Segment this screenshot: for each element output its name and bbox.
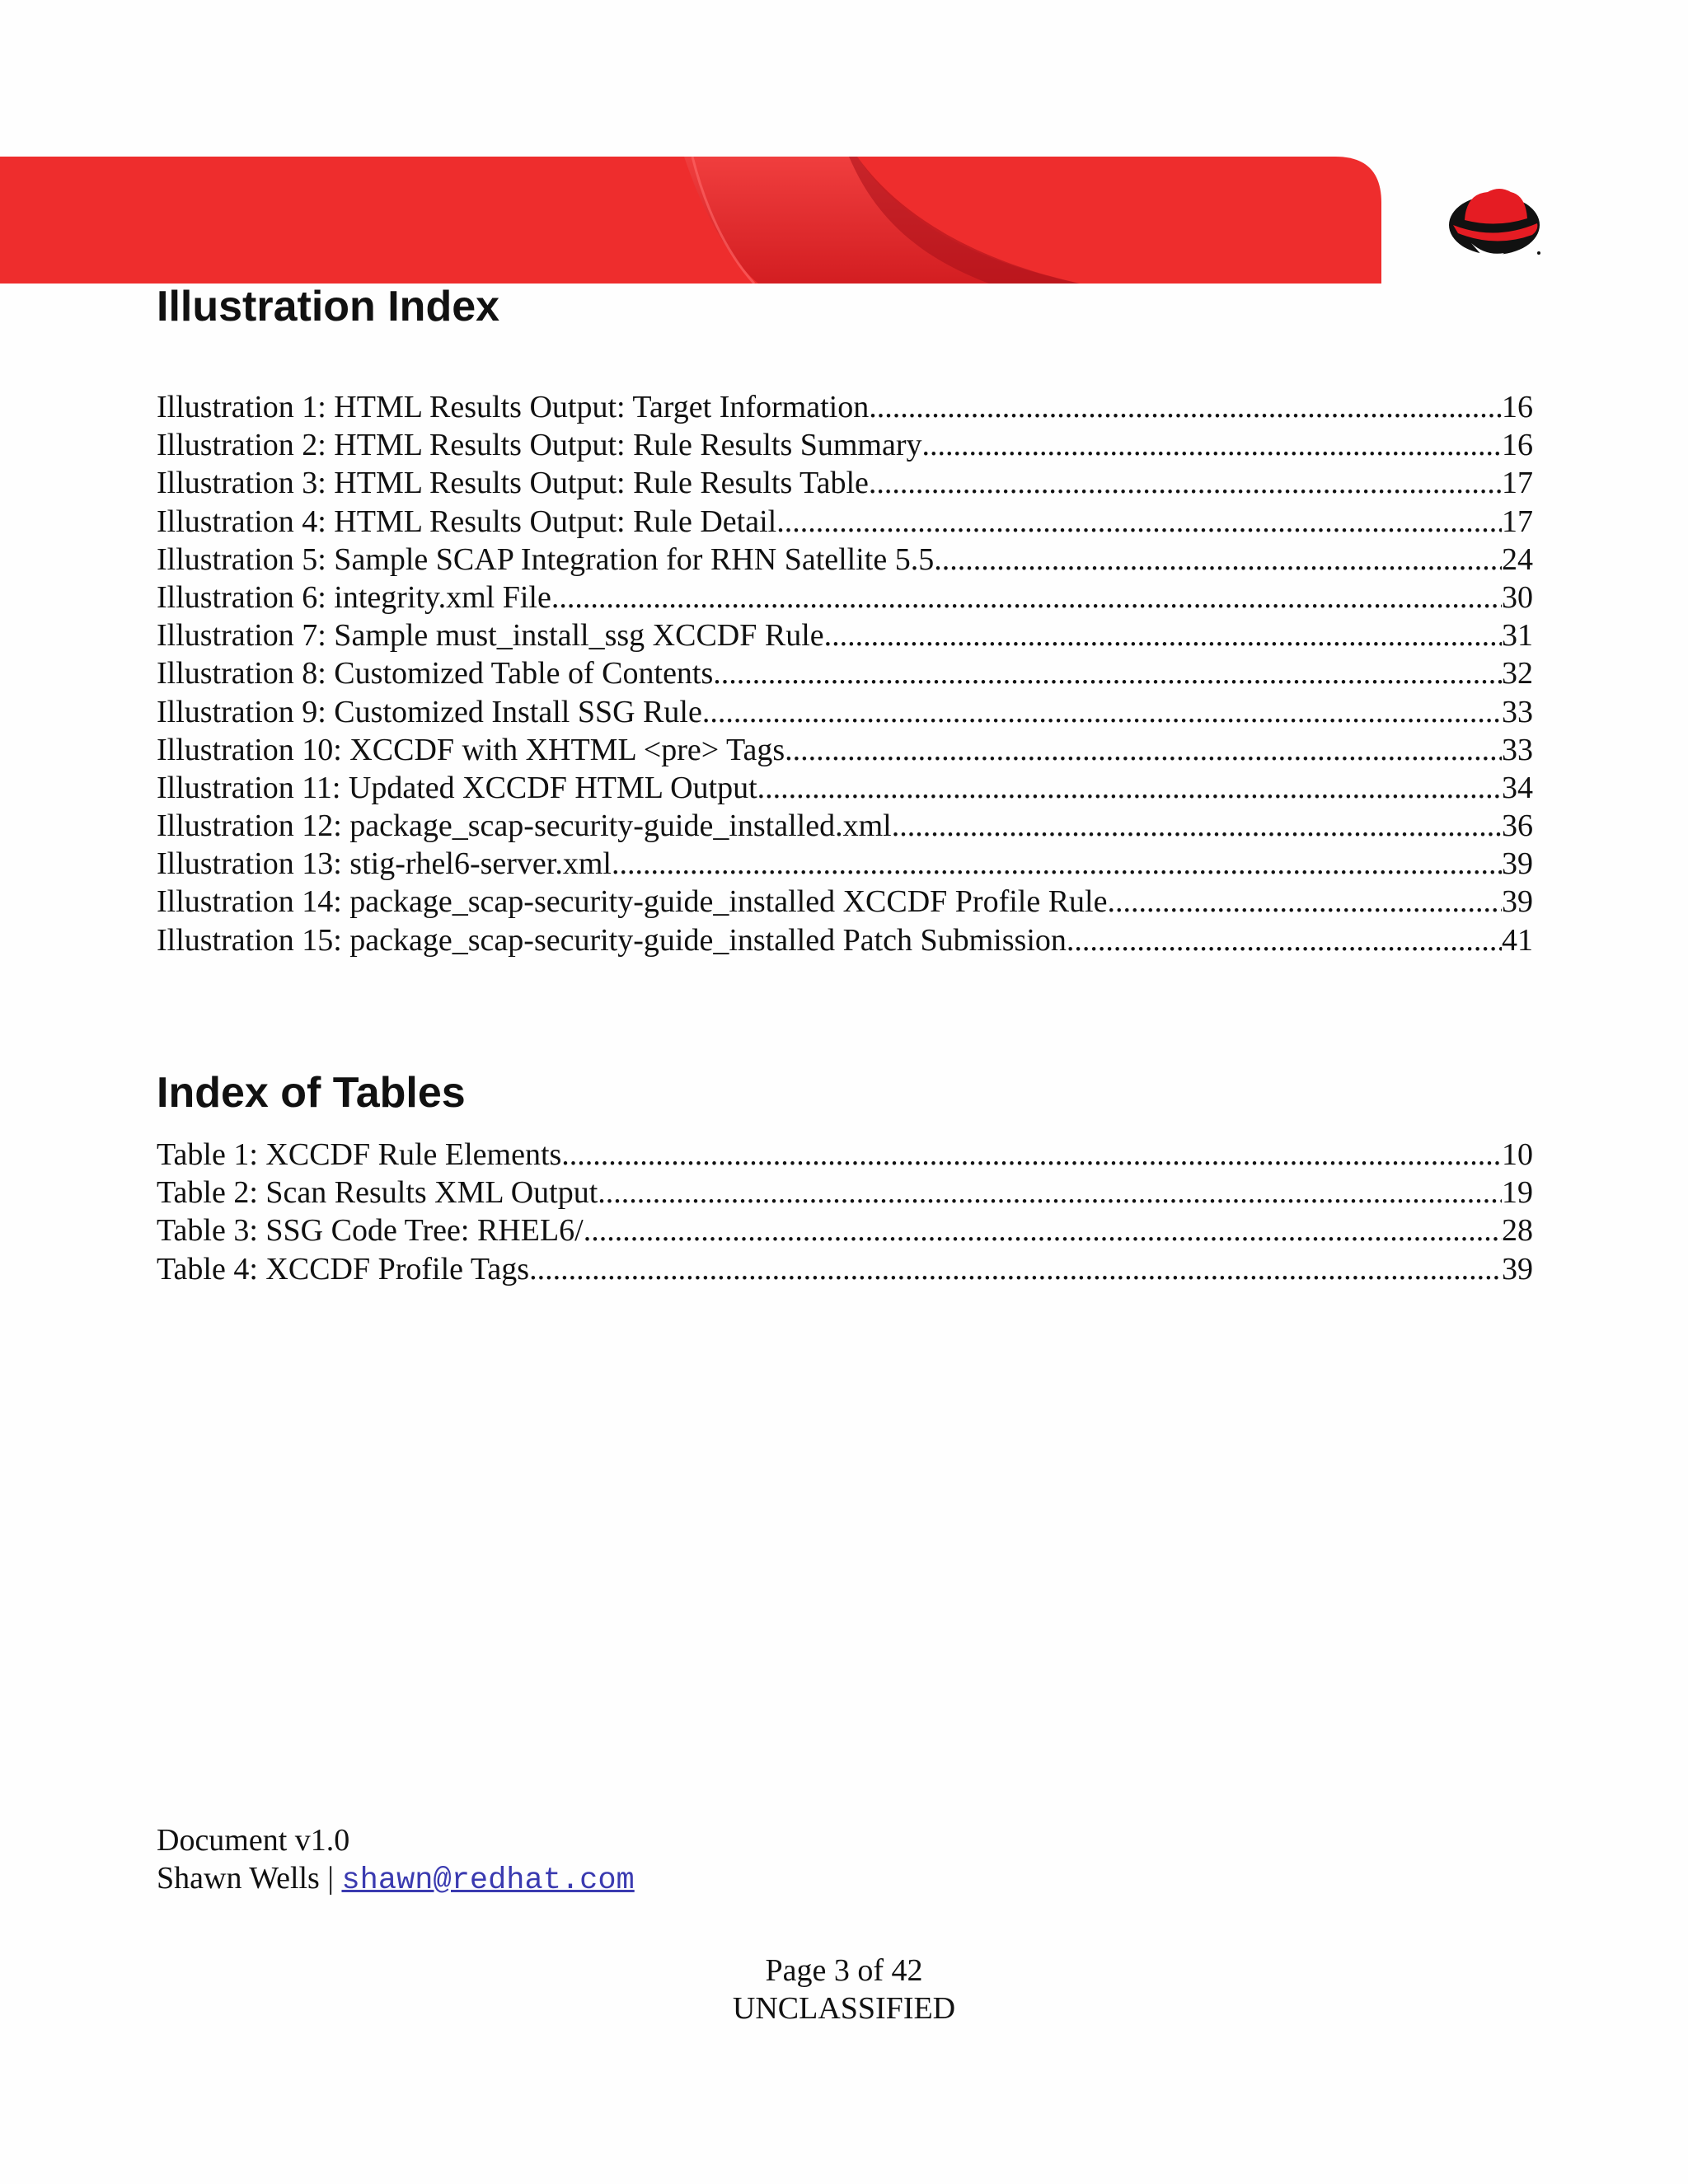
toc-entry-title: Illustration 14: package_scap-security-guide_installed XCCDF Profile Rule xyxy=(157,884,1108,920)
table-entry[interactable] xyxy=(157,1250,1533,1288)
toc-entry-page: 31 xyxy=(1502,618,1533,654)
dot-leader xyxy=(934,541,1502,579)
toc-entry-page: 17 xyxy=(1502,504,1533,539)
page-number: Page 3 of 42 xyxy=(765,1953,923,1988)
index-of-tables-list xyxy=(157,1136,1533,1288)
toc-entry-page: 33 xyxy=(1502,694,1533,729)
toc-entry-page: 16 xyxy=(1502,390,1533,424)
toc-entry-title: Illustration 4: HTML Results Output: Rule Detail xyxy=(157,504,777,539)
dot-leader xyxy=(1107,883,1502,921)
toc-entry-title: Table 2: Scan Results XML Output xyxy=(157,1175,598,1211)
page-footer xyxy=(0,1952,1688,2027)
dot-leader xyxy=(785,731,1502,769)
dot-leader xyxy=(869,388,1502,426)
dot-leader xyxy=(824,616,1502,654)
dot-leader xyxy=(561,1136,1502,1174)
illustration-entry[interactable] xyxy=(157,654,1533,692)
toc-entry-title: Illustration 15: package_scap-security-guide_installed Patch Submission xyxy=(157,922,1067,958)
illustration-index-heading: Illustration Index xyxy=(157,283,500,330)
illustration-entry[interactable] xyxy=(157,807,1533,845)
dot-leader xyxy=(584,1212,1502,1249)
header-banner xyxy=(0,157,1385,284)
toc-entry-page: 39 xyxy=(1502,1251,1533,1286)
dot-leader xyxy=(776,503,1502,541)
dot-leader xyxy=(598,1174,1502,1212)
illustration-entry[interactable] xyxy=(157,426,1533,464)
toc-entry-page: 19 xyxy=(1502,1175,1533,1211)
illustration-entry[interactable] xyxy=(157,388,1533,426)
illustration-entry[interactable] xyxy=(157,503,1533,541)
toc-entry-title: Table 3: SSG Code Tree: RHEL6/ xyxy=(157,1213,584,1249)
dot-leader xyxy=(551,579,1502,616)
table-entry[interactable] xyxy=(157,1136,1533,1174)
toc-entry-title: Table 1: XCCDF Rule Elements xyxy=(157,1137,562,1172)
toc-entry-page: 24 xyxy=(1502,541,1533,577)
toc-entry-title: Illustration 2: HTML Results Output: Rule Results Summary xyxy=(157,428,922,463)
illustration-entry[interactable] xyxy=(157,883,1533,921)
toc-entry-title: Illustration 12: package_scap-security-guide_installed.xml xyxy=(157,808,892,844)
toc-entry-page: 39 xyxy=(1502,846,1533,882)
author-line xyxy=(157,1859,635,1900)
toc-entry-title: Illustration 8: Customized Table of Contents xyxy=(157,656,714,691)
dot-leader xyxy=(757,769,1502,807)
table-entry[interactable] xyxy=(157,1174,1533,1212)
dot-leader xyxy=(529,1250,1502,1288)
toc-entry-page: 32 xyxy=(1502,656,1533,691)
illustration-entry[interactable] xyxy=(157,579,1533,616)
illustration-index-list xyxy=(157,388,1533,959)
document-info xyxy=(157,1821,635,1900)
illustration-entry[interactable] xyxy=(157,769,1533,807)
toc-entry-page: 34 xyxy=(1502,770,1533,805)
toc-entry-title: Illustration 5: Sample SCAP Integration for RHN Satellite 5.5 xyxy=(157,541,935,577)
toc-entry-page: 33 xyxy=(1502,732,1533,767)
toc-entry-title: Illustration 11: Updated XCCDF HTML Output xyxy=(157,770,757,805)
toc-entry-page: 36 xyxy=(1502,808,1533,844)
dot-leader xyxy=(713,654,1502,692)
illustration-entry[interactable] xyxy=(157,845,1533,883)
dot-leader xyxy=(869,464,1502,502)
toc-entry-title: Illustration 1: HTML Results Output: Target Information xyxy=(157,390,870,424)
dot-leader xyxy=(702,693,1502,731)
toc-entry-page: 16 xyxy=(1502,428,1533,463)
dot-leader xyxy=(1067,921,1502,959)
toc-entry-page: 30 xyxy=(1502,579,1533,615)
illustration-entry[interactable] xyxy=(157,616,1533,654)
toc-entry-page: 41 xyxy=(1502,922,1533,958)
toc-entry-title: Illustration 6: integrity.xml File xyxy=(157,579,551,615)
table-entry[interactable] xyxy=(157,1212,1533,1249)
index-of-tables-heading: Index of Tables xyxy=(157,1069,466,1117)
toc-entry-page: 39 xyxy=(1502,884,1533,920)
author-separator: | xyxy=(319,1861,342,1896)
toc-entry-title: Illustration 9: Customized Install SSG Rule xyxy=(157,694,702,729)
toc-entry-title: Illustration 13: stig-rhel6-server.xml xyxy=(157,846,612,882)
toc-entry-title: Illustration 7: Sample must_install_ssg XCCDF Rule xyxy=(157,618,824,654)
toc-entry-title: Illustration 3: HTML Results Output: Rule Results Table xyxy=(157,466,869,501)
document-version: Document v1.0 xyxy=(157,1823,350,1858)
dot-leader xyxy=(922,426,1502,464)
redhat-shadowman-icon xyxy=(1447,177,1545,264)
classification-label: UNCLASSIFIED xyxy=(732,1991,956,2026)
author-name: Shawn Wells xyxy=(157,1861,320,1896)
author-email-link[interactable]: shawn@redhat.com xyxy=(341,1863,635,1898)
toc-entry-page: 28 xyxy=(1502,1213,1533,1249)
toc-entry-title: Illustration 10: XCCDF with XHTML <pre> Tags xyxy=(157,732,785,767)
dot-leader xyxy=(892,807,1502,845)
illustration-entry[interactable] xyxy=(157,921,1533,959)
illustration-entry[interactable] xyxy=(157,731,1533,769)
toc-entry-title: Table 4: XCCDF Profile Tags xyxy=(157,1251,530,1286)
illustration-entry[interactable] xyxy=(157,541,1533,579)
dot-leader xyxy=(612,845,1502,883)
illustration-entry[interactable] xyxy=(157,464,1533,502)
toc-entry-page: 10 xyxy=(1502,1137,1533,1172)
illustration-entry[interactable] xyxy=(157,693,1533,731)
toc-entry-page: 17 xyxy=(1502,466,1533,501)
